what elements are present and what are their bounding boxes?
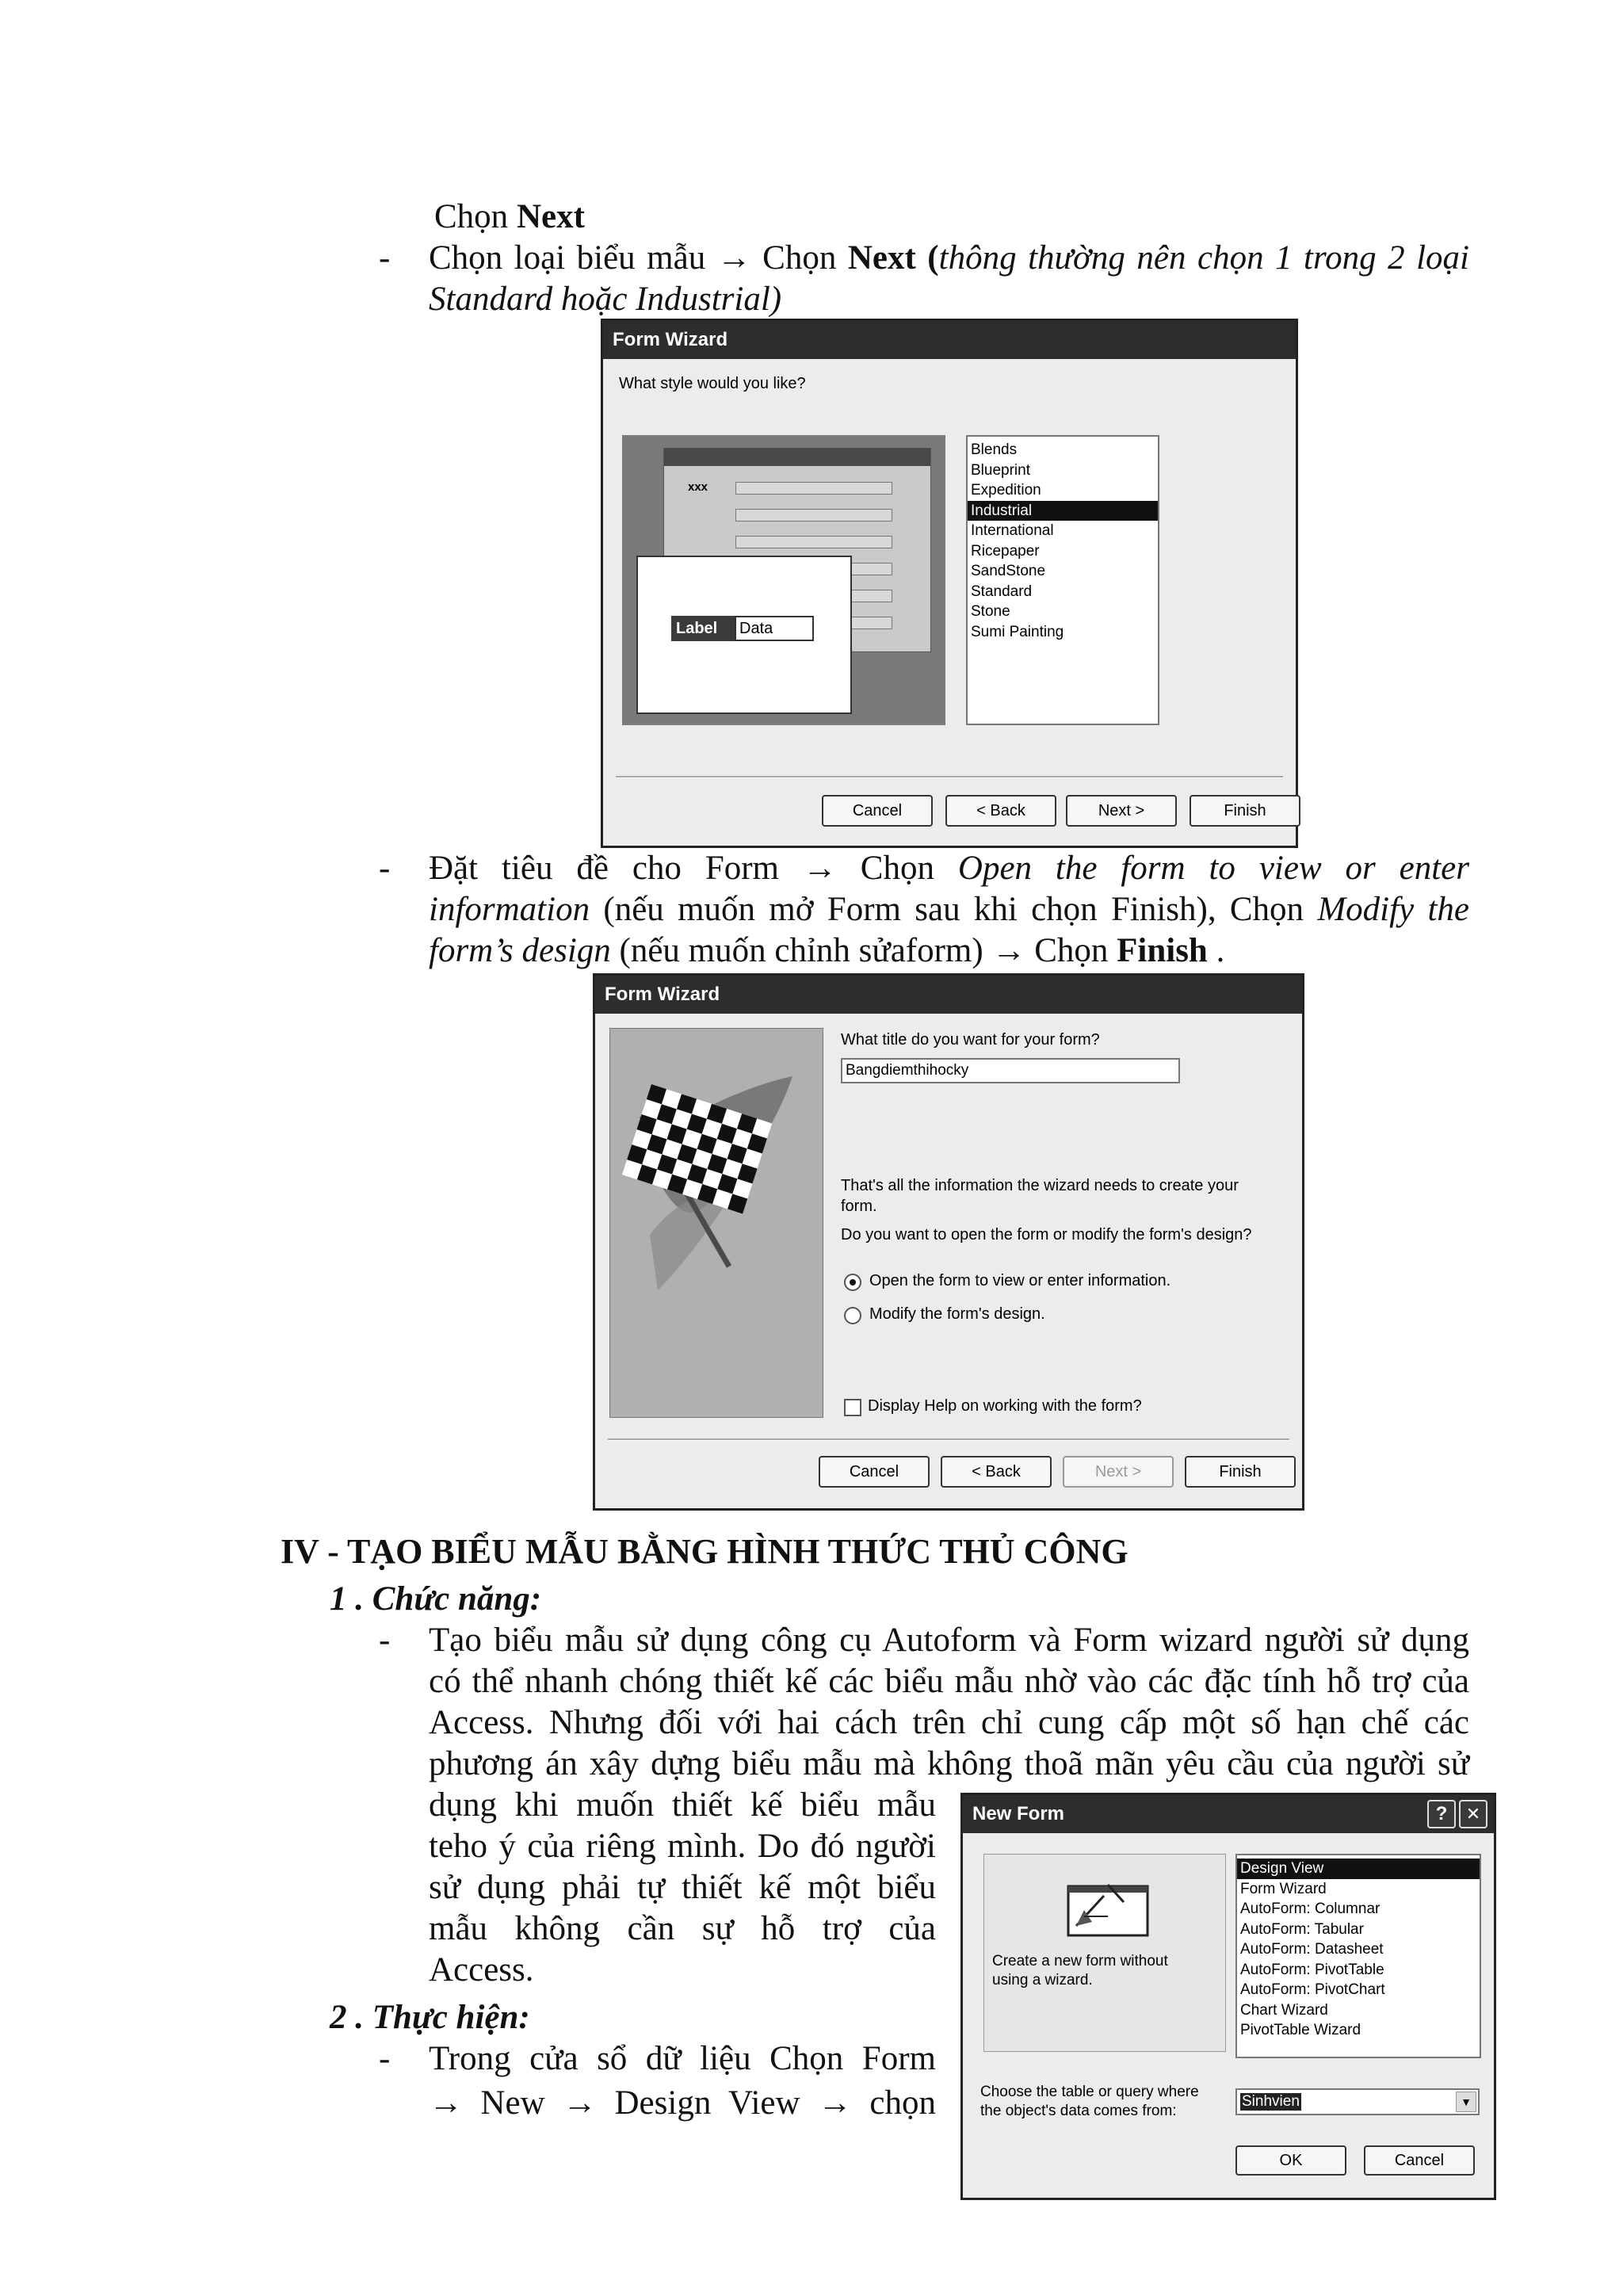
source-table-select[interactable] — [1235, 2088, 1480, 2115]
bullet-set-title-line3: form’s design (nếu muốn chỉnh sửaform) → Chọn Finish . — [429, 932, 1225, 969]
style-list-item[interactable]: Blueprint — [971, 461, 1030, 479]
dialog-title: New Form — [963, 1795, 1494, 1833]
bullet-dash: - — [379, 850, 391, 887]
new-form-options-listbox[interactable] — [1235, 1854, 1481, 2058]
ok-button[interactable]: OK — [1235, 2145, 1346, 2176]
para-line: → New → Design View → chọn — [429, 2084, 936, 2122]
new-form-option-item[interactable]: AutoForm: PivotChart — [1240, 1981, 1385, 1998]
radio-icon — [844, 1307, 861, 1324]
style-listbox[interactable] — [966, 435, 1159, 725]
description-line: using a wizard. — [992, 1972, 1093, 1988]
para-line: dụng khi muốn thiết kế biểu mẫu — [429, 1786, 936, 1824]
style-list-item[interactable]: Stone — [971, 603, 1010, 620]
new-form-option-item[interactable]: AutoForm: Columnar — [1240, 1901, 1381, 1917]
para-line: teho ý của riêng mình. Do đó người — [429, 1828, 936, 1865]
bullet-dash: - — [379, 1622, 391, 1659]
section-heading: IV - TẠO BIỂU MẪU BẰNG HÌNH THỨC THỦ CÔNG — [281, 1532, 1128, 1571]
separator — [616, 776, 1283, 778]
radio-modify-label: Modify the form's design. — [869, 1305, 1045, 1323]
para-line: Tạo biểu mẫu sử dụng công cụ Autoform và Form wizard người sử dụng — [429, 1622, 1469, 1659]
bullet-dash: - — [379, 239, 391, 277]
style-list-item[interactable]: SandStone — [971, 563, 1046, 579]
help-button[interactable]: ? — [1427, 1800, 1456, 1828]
form-wizard-style-dialog — [601, 319, 1298, 848]
style-list-item[interactable]: International — [971, 522, 1054, 539]
style-list-item[interactable]: Standard — [971, 583, 1033, 600]
chevron-down-icon: ▼ — [1456, 2092, 1476, 2112]
subheading-implement: 2 . Thực hiện: — [330, 1999, 530, 2036]
style-list-item[interactable]: Industrial — [968, 501, 1158, 521]
dialog-title: Form Wizard — [595, 976, 1302, 1014]
bullet-choose-form-style: Chọn loại biểu mẫu → Chọn Next (thông thường nên chọn 1 trong 2 loại — [429, 239, 1470, 277]
form-title-input[interactable]: Bangdiemthihocky — [841, 1058, 1180, 1083]
para-line: Access. — [429, 1951, 534, 1988]
new-form-option-item[interactable]: Design View — [1237, 1859, 1480, 1879]
source-label-line: Choose the table or query where — [980, 2084, 1199, 2100]
new-form-dialog — [960, 1793, 1496, 2200]
preview-label: Label — [671, 616, 735, 641]
design-view-icon — [1060, 1878, 1155, 1939]
style-list-item[interactable]: Ricepaper — [971, 542, 1040, 560]
bullet-set-title-line1: Đặt tiêu đề cho Form → Chọn Open the form to view or enter — [429, 850, 1469, 887]
finish-button[interactable]: Finish — [1190, 795, 1300, 827]
new-form-option-item[interactable]: PivotTable Wizard — [1240, 2022, 1361, 2038]
separator — [608, 1438, 1289, 1441]
new-form-option-item[interactable]: AutoForm: Tabular — [1240, 1920, 1364, 1938]
title-question: What title do you want for your form? — [841, 1031, 1100, 1049]
dialog-title: Form Wizard — [603, 321, 1296, 359]
style-question: What style would you like? — [619, 375, 806, 392]
back-button[interactable]: < Back — [941, 1456, 1052, 1488]
bullet-dash: - — [379, 2040, 391, 2077]
description-line: Create a new form without — [992, 1953, 1168, 1969]
info-text-2: form. — [841, 1198, 877, 1215]
checkbox-icon — [844, 1399, 861, 1416]
help-checkbox-label: Display Help on working with the form? — [868, 1397, 1142, 1415]
preview-xxx: xxx — [688, 480, 708, 494]
style-list-item[interactable]: Expedition — [971, 482, 1041, 499]
preview-data: Data — [735, 616, 814, 641]
cancel-button[interactable]: Cancel — [819, 1456, 930, 1488]
intro-line-choose-next: Chọn Next — [434, 198, 585, 235]
para-line: Access. Nhưng đối với hai cách trên chỉ cung cấp một số hạn chế các — [429, 1704, 1469, 1741]
cancel-button[interactable]: Cancel — [1364, 2145, 1475, 2176]
close-button[interactable]: ✕ — [1459, 1800, 1487, 1828]
source-label-line: the object's data comes from: — [980, 2103, 1177, 2119]
style-preview — [622, 435, 945, 725]
finish-button[interactable]: Finish — [1185, 1456, 1296, 1488]
bullet-set-title-line2: information (nếu muốn mở Form sau khi chọn Finish), Chọn Modify the — [429, 891, 1469, 928]
info-text-3: Do you want to open the form or modify the form's design? — [841, 1226, 1252, 1244]
next-button-disabled[interactable]: Next > — [1063, 1456, 1174, 1488]
next-button[interactable]: Next > — [1066, 795, 1177, 827]
source-select-value: Sinhvien — [1242, 2093, 1300, 2110]
bullet-choose-form-style-line2: Standard hoặc Industrial) — [429, 281, 782, 318]
para-line: phương án xây dựng biểu mẫu mà không thoã mãn yêu cầu của người sử — [429, 1745, 1469, 1782]
para-line: sử dụng phải tự thiết kế một biểu — [429, 1869, 936, 1906]
radio-icon-checked — [844, 1274, 861, 1291]
form-wizard-title-dialog — [593, 973, 1304, 1511]
style-list-item[interactable]: Blends — [971, 441, 1018, 458]
new-form-option-item[interactable]: AutoForm: Datasheet — [1240, 1941, 1384, 1958]
para-line: Trong cửa sổ dữ liệu Chọn Form — [429, 2040, 936, 2077]
para-line: mẫu không cần sự hỗ trợ của — [429, 1910, 936, 1947]
checkered-flag-image — [609, 1028, 823, 1418]
back-button[interactable]: < Back — [945, 795, 1056, 827]
para-line: có thể nhanh chóng thiết kế các biểu mẫu nhờ vào các đặc tính hỗ trợ của — [429, 1663, 1469, 1700]
style-list-item[interactable]: Sumi Painting — [971, 623, 1064, 640]
new-form-option-item[interactable]: Form Wizard — [1240, 1880, 1327, 1897]
radio-open-label: Open the form to view or enter information. — [869, 1272, 1171, 1289]
description-panel — [983, 1854, 1226, 2052]
subheading-function: 1 . Chức năng: — [330, 1580, 542, 1618]
new-form-option-item[interactable]: AutoForm: PivotTable — [1240, 1961, 1384, 1978]
new-form-option-item[interactable]: Chart Wizard — [1240, 2001, 1328, 2019]
info-text-1: That's all the information the wizard needs to create your — [841, 1177, 1239, 1194]
cancel-button[interactable]: Cancel — [822, 795, 933, 827]
